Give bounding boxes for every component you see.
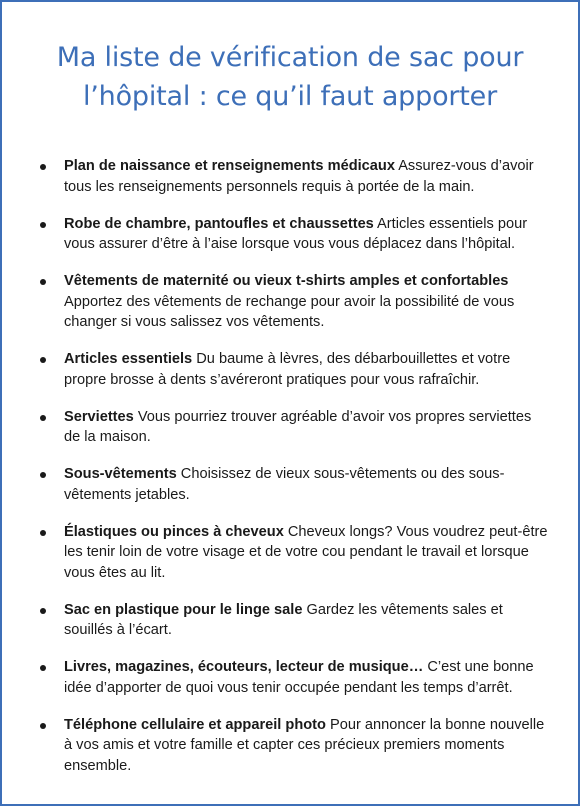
- bullet-icon: [40, 608, 46, 614]
- item-text: Gardez les vêtements sales et souillés à l’écart.: [64, 601, 503, 638]
- item-heading: Téléphone cellulaire et appareil photo: [64, 716, 326, 733]
- item-heading: Sous-vêtements: [64, 466, 177, 482]
- item-heading: Élastiques ou pinces à cheveux: [64, 523, 284, 540]
- list-item: [64, 657, 548, 698]
- list-item: [64, 407, 548, 448]
- list-item: [64, 522, 548, 584]
- bullet-icon: [40, 472, 46, 478]
- page-title: [2, 38, 578, 116]
- title-line-1: Ma liste de vérification de sac pour: [56, 42, 524, 73]
- list-item: [64, 349, 548, 390]
- checklist: [2, 156, 578, 776]
- item-text: Articles essentiels pour vous assurer d’être à l’aise lorsque vous vous déplacez dans l’hôpital.: [64, 215, 528, 252]
- item-text: Pour annoncer la bonne nouvelle à vos amis et votre famille et capter ces précieux premiers moments ensemble.: [64, 716, 545, 774]
- list-item: [64, 214, 548, 255]
- item-heading: Plan de naissance et renseignements médicaux: [64, 158, 395, 174]
- item-text: Apportez des vêtements de rechange pour avoir la possibilité de vous changer si vous salissez vos vêtements.: [64, 293, 515, 330]
- bullet-icon: [40, 723, 46, 729]
- item-text: Vous pourriez trouver agréable d’avoir vos propres serviettes de la maison.: [64, 408, 532, 445]
- item-text: Choisissez de vieux sous-vêtements ou des sous-vêtements jetables.: [64, 466, 505, 503]
- bullet-icon: [40, 357, 46, 363]
- item-heading: Robe de chambre, pantoufles et chaussettes: [64, 215, 374, 232]
- list-item: [64, 464, 548, 505]
- list-item: [64, 715, 548, 777]
- bullet-icon: [40, 279, 46, 285]
- item-heading: Articles essentiels: [64, 351, 193, 367]
- title-line-2: l’hôpital : ce qu’il faut apporter: [83, 81, 497, 112]
- list-item: [64, 271, 548, 333]
- bullet-icon: [40, 415, 46, 421]
- bullet-icon: [40, 530, 46, 536]
- item-text: Du baume à lèvres, des débarbouillettes et votre propre brosse à dents s’avéreront pratiques pour vous rafraîchir.: [64, 351, 511, 388]
- item-text: Assurez-vous d’avoir tous les renseignements personnels requis à portée de la main.: [64, 158, 534, 195]
- bullet-icon: [40, 164, 46, 170]
- list-item: [64, 156, 548, 197]
- item-heading: Livres, magazines, écouteurs, lecteur de musique…: [64, 659, 424, 675]
- item-heading: Sac en plastique pour le linge sale: [64, 601, 303, 618]
- bullet-icon: [40, 222, 46, 228]
- item-text: C’est une bonne idée d’apporter de quoi vous tenir occupée pendant les temps d’arrêt.: [64, 659, 534, 696]
- bullet-icon: [40, 665, 46, 671]
- item-heading: Serviettes: [64, 408, 134, 425]
- item-text: Cheveux longs? Vous voudrez peut-être les tenir loin de votre visage et de votre cou pendant le travail et lorsque vous êtes au lit.: [64, 523, 548, 581]
- list-item: [64, 600, 548, 641]
- item-heading: Vêtements de maternité ou vieux t-shirts amples et confortables: [64, 273, 509, 289]
